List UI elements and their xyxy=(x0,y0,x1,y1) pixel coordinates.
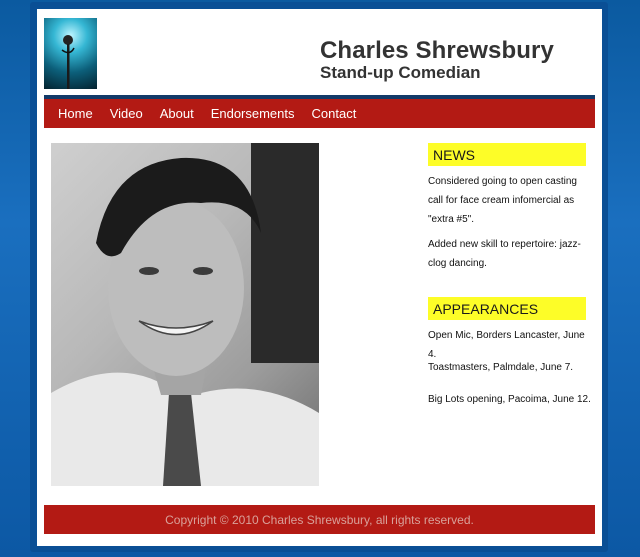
headshot-photo xyxy=(51,143,319,486)
footer-bar xyxy=(44,505,595,534)
site-title: Charles Shrewsbury xyxy=(320,37,554,64)
nav-endorsements-link[interactable]: Endorsements xyxy=(210,106,295,121)
news-item: Considered going to open casting call for face cream infomercial as "extra #5". xyxy=(428,176,577,225)
nav-home-link[interactable]: Home xyxy=(58,106,93,121)
appearances-heading xyxy=(428,297,586,320)
appearance-item: Toastmasters, Palmdale, June 7. xyxy=(428,362,574,373)
nav-contact-link[interactable]: Contact xyxy=(311,106,357,121)
main-nav xyxy=(44,99,595,128)
appearances-heading-label: APPEARANCES xyxy=(433,300,539,317)
microphone-logo xyxy=(44,18,97,89)
news-heading xyxy=(428,143,586,166)
appearance-item: Open Mic, Borders Lancaster, June 4. xyxy=(428,330,585,360)
news-item: Added new skill to repertoire: jazz-clog dancing. xyxy=(428,239,581,269)
copyright-text: Copyright © 2010 Charles Shrewsbury, all rights reserved. xyxy=(165,512,474,527)
nav-about-link[interactable]: About xyxy=(159,106,194,121)
page-container xyxy=(37,9,602,546)
nav-video-link[interactable]: Video xyxy=(109,106,143,121)
site-subtitle: Stand-up Comedian xyxy=(320,63,481,82)
news-heading-label: NEWS xyxy=(433,146,475,163)
appearance-item: Big Lots opening, Pacoima, June 12. xyxy=(428,394,591,405)
